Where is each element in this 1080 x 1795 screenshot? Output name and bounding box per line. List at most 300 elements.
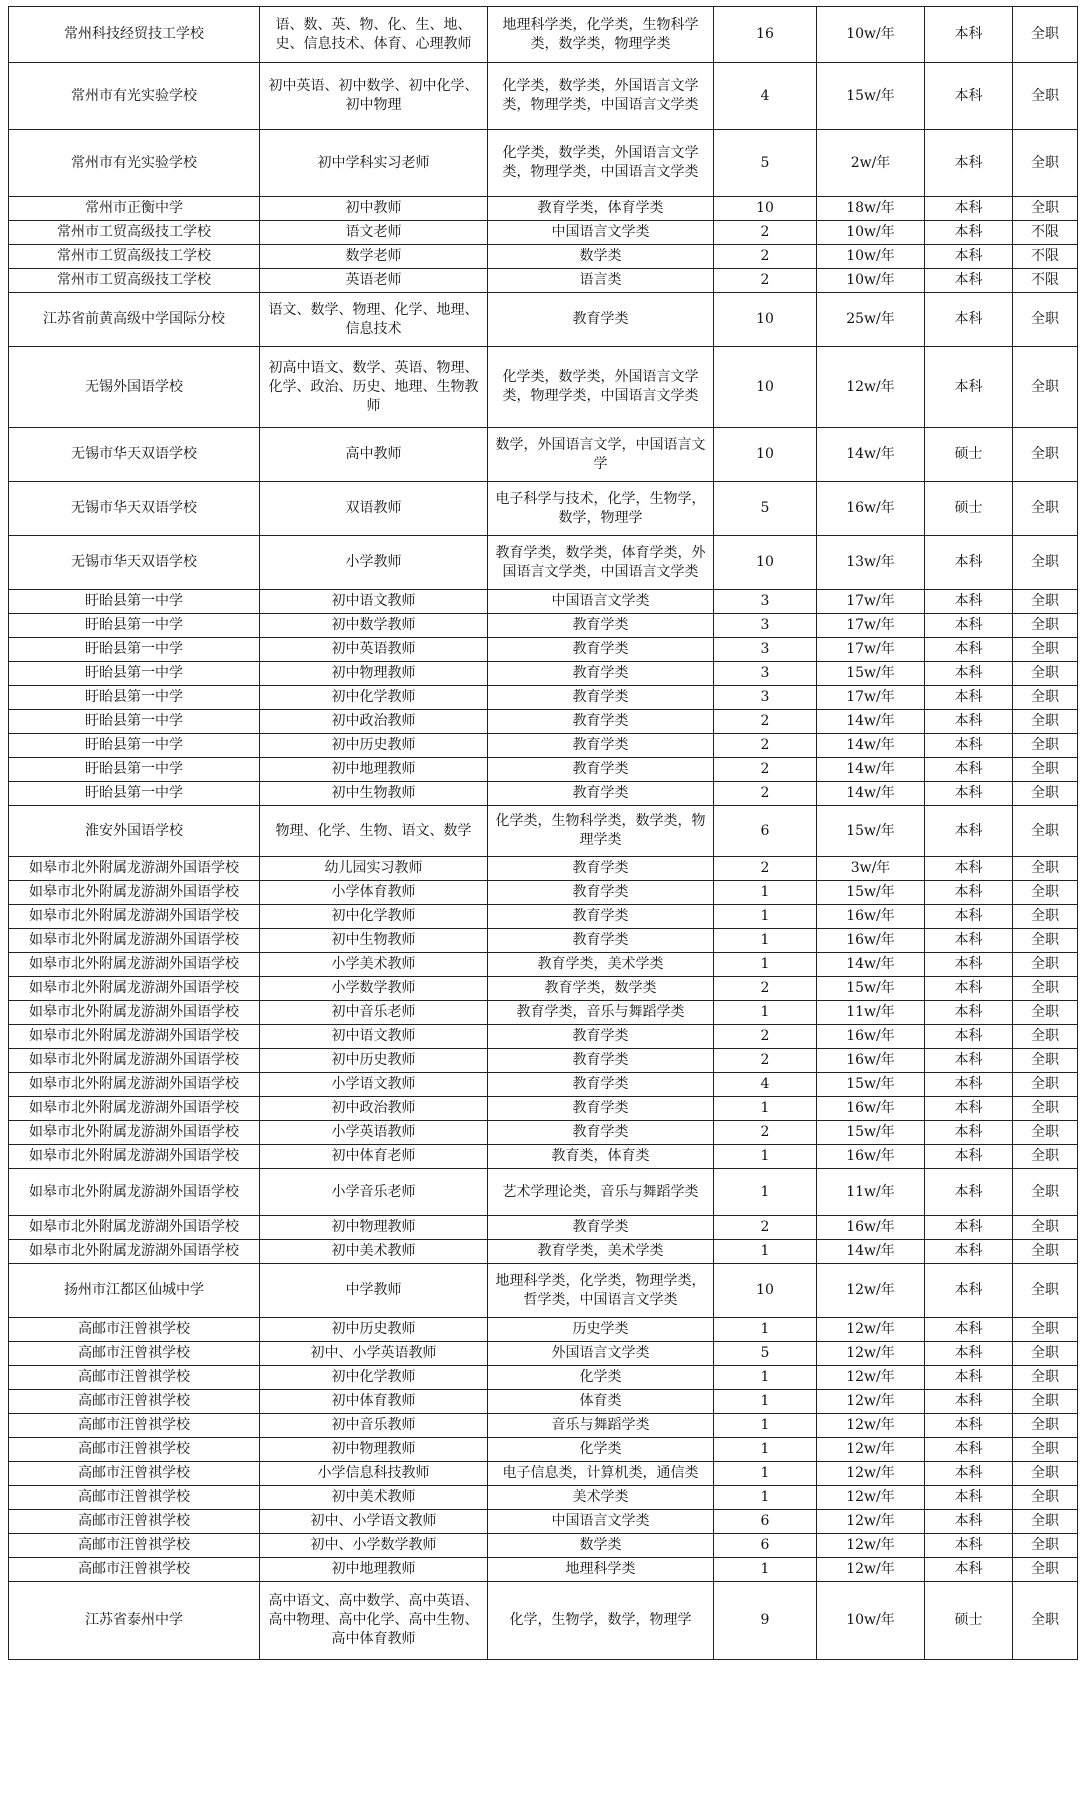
position-cell: 语文、数学、物理、化学、地理、信息技术: [260, 293, 488, 347]
type-cell: 全职: [1013, 1097, 1078, 1121]
table-row: [9, 1240, 1078, 1264]
school-cell: 高邮市汪曾祺学校: [9, 1366, 260, 1390]
major-cell: 教育学类: [488, 638, 714, 662]
salary-cell: 16w/年: [817, 1216, 925, 1240]
school-cell: 高邮市汪曾祺学校: [9, 1438, 260, 1462]
type-cell: 全职: [1013, 1025, 1078, 1049]
school-cell: 盱眙县第一中学: [9, 590, 260, 614]
salary-cell: 10w/年: [817, 245, 925, 269]
major-cell: 地理科学类，化学类，生物科学类，数学类，物理学类: [488, 7, 714, 63]
school-cell: 盱眙县第一中学: [9, 614, 260, 638]
school-cell: 高邮市汪曾祺学校: [9, 1510, 260, 1534]
degree-cell: 本科: [925, 905, 1013, 929]
school-cell: 高邮市汪曾祺学校: [9, 1414, 260, 1438]
salary-cell: 15w/年: [817, 1073, 925, 1097]
position-cell: 小学英语教师: [260, 1121, 488, 1145]
salary-cell: 13w/年: [817, 536, 925, 590]
degree-cell: 本科: [925, 1438, 1013, 1462]
major-cell: 电子信息类，计算机类，通信类: [488, 1462, 714, 1486]
count-cell: 2: [714, 857, 817, 881]
position-cell: 初中美术教师: [260, 1486, 488, 1510]
position-cell: 初中音乐老师: [260, 1001, 488, 1025]
salary-cell: 14w/年: [817, 428, 925, 482]
count-cell: 1: [714, 905, 817, 929]
school-cell: 如皋市北外附属龙游湖外国语学校: [9, 881, 260, 905]
type-cell: 全职: [1013, 7, 1078, 63]
type-cell: 全职: [1013, 130, 1078, 197]
count-cell: 2: [714, 977, 817, 1001]
degree-cell: 本科: [925, 638, 1013, 662]
major-cell: 音乐与舞蹈学类: [488, 1414, 714, 1438]
position-cell: 初中、小学语文教师: [260, 1510, 488, 1534]
salary-cell: 12w/年: [817, 1366, 925, 1390]
type-cell: 全职: [1013, 638, 1078, 662]
table-row: [9, 1318, 1078, 1342]
school-cell: 如皋市北外附属龙游湖外国语学校: [9, 857, 260, 881]
type-cell: 不限: [1013, 221, 1078, 245]
position-cell: 语文老师: [260, 221, 488, 245]
school-cell: 高邮市汪曾祺学校: [9, 1318, 260, 1342]
major-cell: 教育学类，音乐与舞蹈学类: [488, 1001, 714, 1025]
position-cell: 初中化学教师: [260, 905, 488, 929]
count-cell: 5: [714, 130, 817, 197]
type-cell: 不限: [1013, 245, 1078, 269]
salary-cell: 12w/年: [817, 1318, 925, 1342]
school-cell: 扬州市江都区仙城中学: [9, 1264, 260, 1318]
degree-cell: 本科: [925, 1486, 1013, 1510]
type-cell: 全职: [1013, 782, 1078, 806]
school-cell: 盱眙县第一中学: [9, 782, 260, 806]
position-cell: 初中物理教师: [260, 1438, 488, 1462]
count-cell: 1: [714, 929, 817, 953]
degree-cell: 本科: [925, 614, 1013, 638]
position-cell: 初中地理教师: [260, 758, 488, 782]
table-row: [9, 1486, 1078, 1510]
table-row: [9, 638, 1078, 662]
position-cell: 初中学科实习老师: [260, 130, 488, 197]
degree-cell: 本科: [925, 1534, 1013, 1558]
school-cell: 如皋市北外附属龙游湖外国语学校: [9, 1025, 260, 1049]
type-cell: 全职: [1013, 1366, 1078, 1390]
type-cell: 全职: [1013, 1438, 1078, 1462]
type-cell: 全职: [1013, 482, 1078, 536]
position-cell: 初中、小学数学教师: [260, 1534, 488, 1558]
salary-cell: 12w/年: [817, 1510, 925, 1534]
school-cell: 如皋市北外附属龙游湖外国语学校: [9, 1240, 260, 1264]
type-cell: 全职: [1013, 1558, 1078, 1582]
degree-cell: 本科: [925, 929, 1013, 953]
degree-cell: 本科: [925, 536, 1013, 590]
count-cell: 1: [714, 1366, 817, 1390]
major-cell: 教育类，体育类: [488, 1145, 714, 1169]
count-cell: 6: [714, 1534, 817, 1558]
degree-cell: 本科: [925, 245, 1013, 269]
position-cell: 初中、小学英语教师: [260, 1342, 488, 1366]
degree-cell: 本科: [925, 1510, 1013, 1534]
major-cell: 教育学类: [488, 614, 714, 638]
position-cell: 初中语文教师: [260, 1025, 488, 1049]
count-cell: 1: [714, 1097, 817, 1121]
position-cell: 初中语文教师: [260, 590, 488, 614]
degree-cell: 本科: [925, 1264, 1013, 1318]
table-row: [9, 1390, 1078, 1414]
count-cell: 4: [714, 1073, 817, 1097]
type-cell: 全职: [1013, 1049, 1078, 1073]
major-cell: 体育类: [488, 1390, 714, 1414]
table-row: [9, 734, 1078, 758]
position-cell: 初中英语教师: [260, 638, 488, 662]
salary-cell: 17w/年: [817, 614, 925, 638]
degree-cell: 本科: [925, 1121, 1013, 1145]
school-cell: 常州市正衡中学: [9, 197, 260, 221]
table-row: [9, 662, 1078, 686]
school-cell: 如皋市北外附属龙游湖外国语学校: [9, 1049, 260, 1073]
major-cell: 教育学类: [488, 1216, 714, 1240]
major-cell: 化学，生物学，数学，物理学: [488, 1582, 714, 1660]
position-cell: 初高中语文、数学、英语、物理、化学、政治、历史、地理、生物教师: [260, 347, 488, 428]
school-cell: 如皋市北外附属龙游湖外国语学校: [9, 953, 260, 977]
table-row: [9, 269, 1078, 293]
count-cell: 5: [714, 1342, 817, 1366]
type-cell: 全职: [1013, 1318, 1078, 1342]
school-cell: 盱眙县第一中学: [9, 710, 260, 734]
salary-cell: 15w/年: [817, 881, 925, 905]
major-cell: 数学类: [488, 245, 714, 269]
school-cell: 常州市有光实验学校: [9, 63, 260, 130]
school-cell: 无锡市华天双语学校: [9, 482, 260, 536]
major-cell: 教育学类: [488, 710, 714, 734]
major-cell: 化学类，数学类，外国语言文学类，物理学类，中国语言文学类: [488, 347, 714, 428]
table-row: [9, 1097, 1078, 1121]
count-cell: 1: [714, 1145, 817, 1169]
table-row: [9, 710, 1078, 734]
salary-cell: 17w/年: [817, 686, 925, 710]
table-row: [9, 197, 1078, 221]
salary-cell: 12w/年: [817, 1390, 925, 1414]
position-cell: 初中化学教师: [260, 1366, 488, 1390]
count-cell: 1: [714, 1001, 817, 1025]
count-cell: 3: [714, 614, 817, 638]
count-cell: 1: [714, 881, 817, 905]
count-cell: 2: [714, 1049, 817, 1073]
salary-cell: 16w/年: [817, 1049, 925, 1073]
degree-cell: 本科: [925, 1462, 1013, 1486]
position-cell: 幼儿园实习教师: [260, 857, 488, 881]
position-cell: 初中教师: [260, 197, 488, 221]
table-row: [9, 293, 1078, 347]
type-cell: 全职: [1013, 1169, 1078, 1216]
salary-cell: 25w/年: [817, 293, 925, 347]
type-cell: 全职: [1013, 1414, 1078, 1438]
table-row: [9, 1001, 1078, 1025]
degree-cell: 本科: [925, 1414, 1013, 1438]
school-cell: 常州科技经贸技工学校: [9, 7, 260, 63]
position-cell: 初中美术教师: [260, 1240, 488, 1264]
salary-cell: 12w/年: [817, 1342, 925, 1366]
degree-cell: 本科: [925, 1097, 1013, 1121]
count-cell: 6: [714, 806, 817, 857]
major-cell: 教育学类，体育学类: [488, 197, 714, 221]
school-cell: 常州市工贸高级技工学校: [9, 221, 260, 245]
salary-cell: 14w/年: [817, 734, 925, 758]
type-cell: 全职: [1013, 758, 1078, 782]
position-cell: 小学教师: [260, 536, 488, 590]
position-cell: 小学信息科技教师: [260, 1462, 488, 1486]
position-cell: 数学老师: [260, 245, 488, 269]
degree-cell: 本科: [925, 734, 1013, 758]
school-cell: 如皋市北外附属龙游湖外国语学校: [9, 905, 260, 929]
degree-cell: 本科: [925, 953, 1013, 977]
position-cell: 高中教师: [260, 428, 488, 482]
table-row: [9, 1534, 1078, 1558]
major-cell: 数学，外国语言文学，中国语言文学: [488, 428, 714, 482]
salary-cell: 14w/年: [817, 1240, 925, 1264]
table-row: [9, 1510, 1078, 1534]
major-cell: 地理科学类: [488, 1558, 714, 1582]
type-cell: 全职: [1013, 1582, 1078, 1660]
count-cell: 1: [714, 1486, 817, 1510]
salary-cell: 16w/年: [817, 482, 925, 536]
count-cell: 3: [714, 638, 817, 662]
type-cell: 全职: [1013, 1486, 1078, 1510]
table-row: [9, 977, 1078, 1001]
table-row: [9, 245, 1078, 269]
salary-cell: 12w/年: [817, 1534, 925, 1558]
count-cell: 16: [714, 7, 817, 63]
count-cell: 1: [714, 1169, 817, 1216]
type-cell: 全职: [1013, 806, 1078, 857]
degree-cell: 本科: [925, 806, 1013, 857]
table-row: [9, 1049, 1078, 1073]
degree-cell: 本科: [925, 1240, 1013, 1264]
salary-cell: 10w/年: [817, 269, 925, 293]
type-cell: 全职: [1013, 881, 1078, 905]
table-row: [9, 929, 1078, 953]
major-cell: 教育学类: [488, 881, 714, 905]
count-cell: 2: [714, 1121, 817, 1145]
position-cell: 初中政治教师: [260, 710, 488, 734]
major-cell: 教育学类: [488, 1097, 714, 1121]
type-cell: 全职: [1013, 1073, 1078, 1097]
major-cell: 教育学类，美术学类: [488, 1240, 714, 1264]
type-cell: 全职: [1013, 1534, 1078, 1558]
school-cell: 如皋市北外附属龙游湖外国语学校: [9, 1121, 260, 1145]
count-cell: 1: [714, 1462, 817, 1486]
degree-cell: 本科: [925, 1025, 1013, 1049]
count-cell: 2: [714, 734, 817, 758]
type-cell: 全职: [1013, 1342, 1078, 1366]
salary-cell: 12w/年: [817, 1438, 925, 1462]
table-row: [9, 782, 1078, 806]
major-cell: 教育学类，美术学类: [488, 953, 714, 977]
major-cell: 艺术学理论类，音乐与舞蹈学类: [488, 1169, 714, 1216]
position-cell: 高中语文、高中数学、高中英语、高中物理、高中化学、高中生物、高中体育教师: [260, 1582, 488, 1660]
type-cell: 全职: [1013, 905, 1078, 929]
major-cell: 中国语言文学类: [488, 590, 714, 614]
count-cell: 3: [714, 662, 817, 686]
table-row: [9, 758, 1078, 782]
major-cell: 化学类，数学类，外国语言文学类，物理学类，中国语言文学类: [488, 130, 714, 197]
count-cell: 3: [714, 686, 817, 710]
table-row: [9, 1264, 1078, 1318]
school-cell: 如皋市北外附属龙游湖外国语学校: [9, 1169, 260, 1216]
table-row: [9, 1366, 1078, 1390]
position-cell: 初中物理教师: [260, 662, 488, 686]
salary-cell: 16w/年: [817, 1097, 925, 1121]
major-cell: 教育学类，数学类: [488, 977, 714, 1001]
count-cell: 1: [714, 1240, 817, 1264]
table-row: [9, 905, 1078, 929]
major-cell: 化学类: [488, 1366, 714, 1390]
position-cell: 初中政治教师: [260, 1097, 488, 1121]
table-row: [9, 1582, 1078, 1660]
degree-cell: 本科: [925, 710, 1013, 734]
salary-cell: 2w/年: [817, 130, 925, 197]
position-cell: 初中体育老师: [260, 1145, 488, 1169]
degree-cell: 本科: [925, 197, 1013, 221]
salary-cell: 16w/年: [817, 929, 925, 953]
school-cell: 常州市工贸高级技工学校: [9, 245, 260, 269]
school-cell: 常州市工贸高级技工学校: [9, 269, 260, 293]
salary-cell: 14w/年: [817, 758, 925, 782]
major-cell: 教育学类: [488, 758, 714, 782]
school-cell: 高邮市汪曾祺学校: [9, 1534, 260, 1558]
major-cell: 中国语言文学类: [488, 1510, 714, 1534]
type-cell: 全职: [1013, 1145, 1078, 1169]
salary-cell: 16w/年: [817, 1025, 925, 1049]
salary-cell: 15w/年: [817, 1121, 925, 1145]
degree-cell: 本科: [925, 1073, 1013, 1097]
salary-cell: 3w/年: [817, 857, 925, 881]
school-cell: 如皋市北外附属龙游湖外国语学校: [9, 977, 260, 1001]
major-cell: 化学类，数学类，外国语言文学类，物理学类，中国语言文学类: [488, 63, 714, 130]
salary-cell: 12w/年: [817, 1486, 925, 1510]
type-cell: 全职: [1013, 1264, 1078, 1318]
school-cell: 高邮市汪曾祺学校: [9, 1462, 260, 1486]
degree-cell: 本科: [925, 881, 1013, 905]
major-cell: 教育学类: [488, 1049, 714, 1073]
degree-cell: 本科: [925, 1558, 1013, 1582]
position-cell: 初中体育教师: [260, 1390, 488, 1414]
count-cell: 10: [714, 197, 817, 221]
count-cell: 1: [714, 1318, 817, 1342]
salary-cell: 12w/年: [817, 347, 925, 428]
table-row: [9, 63, 1078, 130]
degree-cell: 硕士: [925, 428, 1013, 482]
count-cell: 6: [714, 1510, 817, 1534]
major-cell: 教育学类: [488, 1121, 714, 1145]
count-cell: 10: [714, 536, 817, 590]
major-cell: 教育学类: [488, 782, 714, 806]
table-row: [9, 1073, 1078, 1097]
count-cell: 1: [714, 953, 817, 977]
type-cell: 全职: [1013, 857, 1078, 881]
salary-cell: 15w/年: [817, 63, 925, 130]
major-cell: 教育学类: [488, 1025, 714, 1049]
type-cell: 全职: [1013, 734, 1078, 758]
salary-cell: 10w/年: [817, 7, 925, 63]
degree-cell: 本科: [925, 1169, 1013, 1216]
salary-cell: 10w/年: [817, 221, 925, 245]
count-cell: 10: [714, 293, 817, 347]
count-cell: 10: [714, 347, 817, 428]
count-cell: 1: [714, 1414, 817, 1438]
school-cell: 无锡外国语学校: [9, 347, 260, 428]
count-cell: 2: [714, 710, 817, 734]
position-cell: 初中历史教师: [260, 1049, 488, 1073]
position-cell: 小学体育教师: [260, 881, 488, 905]
salary-cell: 14w/年: [817, 710, 925, 734]
table-row: [9, 1216, 1078, 1240]
degree-cell: 本科: [925, 63, 1013, 130]
position-cell: 小学数学教师: [260, 977, 488, 1001]
table-row: [9, 1025, 1078, 1049]
type-cell: 全职: [1013, 1240, 1078, 1264]
salary-cell: 10w/年: [817, 1582, 925, 1660]
school-cell: 高邮市汪曾祺学校: [9, 1390, 260, 1414]
table-row: [9, 590, 1078, 614]
position-cell: 初中音乐教师: [260, 1414, 488, 1438]
degree-cell: 本科: [925, 1145, 1013, 1169]
salary-cell: 12w/年: [817, 1462, 925, 1486]
type-cell: 全职: [1013, 710, 1078, 734]
count-cell: 2: [714, 245, 817, 269]
major-cell: 教育学类: [488, 929, 714, 953]
school-cell: 无锡市华天双语学校: [9, 428, 260, 482]
school-cell: 如皋市北外附属龙游湖外国语学校: [9, 1097, 260, 1121]
count-cell: 10: [714, 428, 817, 482]
table-row: [9, 1342, 1078, 1366]
school-cell: 无锡市华天双语学校: [9, 536, 260, 590]
school-cell: 江苏省泰州中学: [9, 1582, 260, 1660]
school-cell: 盱眙县第一中学: [9, 758, 260, 782]
school-cell: 盱眙县第一中学: [9, 662, 260, 686]
salary-cell: 17w/年: [817, 638, 925, 662]
degree-cell: 本科: [925, 686, 1013, 710]
degree-cell: 本科: [925, 269, 1013, 293]
type-cell: 全职: [1013, 1121, 1078, 1145]
table-row: [9, 536, 1078, 590]
salary-cell: 12w/年: [817, 1414, 925, 1438]
school-cell: 高邮市汪曾祺学校: [9, 1342, 260, 1366]
type-cell: 全职: [1013, 929, 1078, 953]
type-cell: 全职: [1013, 1216, 1078, 1240]
type-cell: 全职: [1013, 197, 1078, 221]
type-cell: 全职: [1013, 1001, 1078, 1025]
major-cell: 语言类: [488, 269, 714, 293]
recruitment-table: [8, 6, 1078, 1660]
salary-cell: 18w/年: [817, 197, 925, 221]
position-cell: 语、数、英、物、化、生、地、史、信息技术、体育、心理教师: [260, 7, 488, 63]
salary-cell: 17w/年: [817, 590, 925, 614]
degree-cell: 本科: [925, 7, 1013, 63]
position-cell: 初中生物教师: [260, 782, 488, 806]
count-cell: 2: [714, 782, 817, 806]
position-cell: 初中历史教师: [260, 1318, 488, 1342]
table-row: [9, 614, 1078, 638]
major-cell: 教育学类: [488, 662, 714, 686]
table-row: [9, 686, 1078, 710]
salary-cell: 12w/年: [817, 1264, 925, 1318]
position-cell: 初中历史教师: [260, 734, 488, 758]
major-cell: 化学类: [488, 1438, 714, 1462]
type-cell: 全职: [1013, 977, 1078, 1001]
position-cell: 初中数学教师: [260, 614, 488, 638]
count-cell: 2: [714, 1025, 817, 1049]
degree-cell: 本科: [925, 1342, 1013, 1366]
school-cell: 盱眙县第一中学: [9, 734, 260, 758]
count-cell: 3: [714, 590, 817, 614]
